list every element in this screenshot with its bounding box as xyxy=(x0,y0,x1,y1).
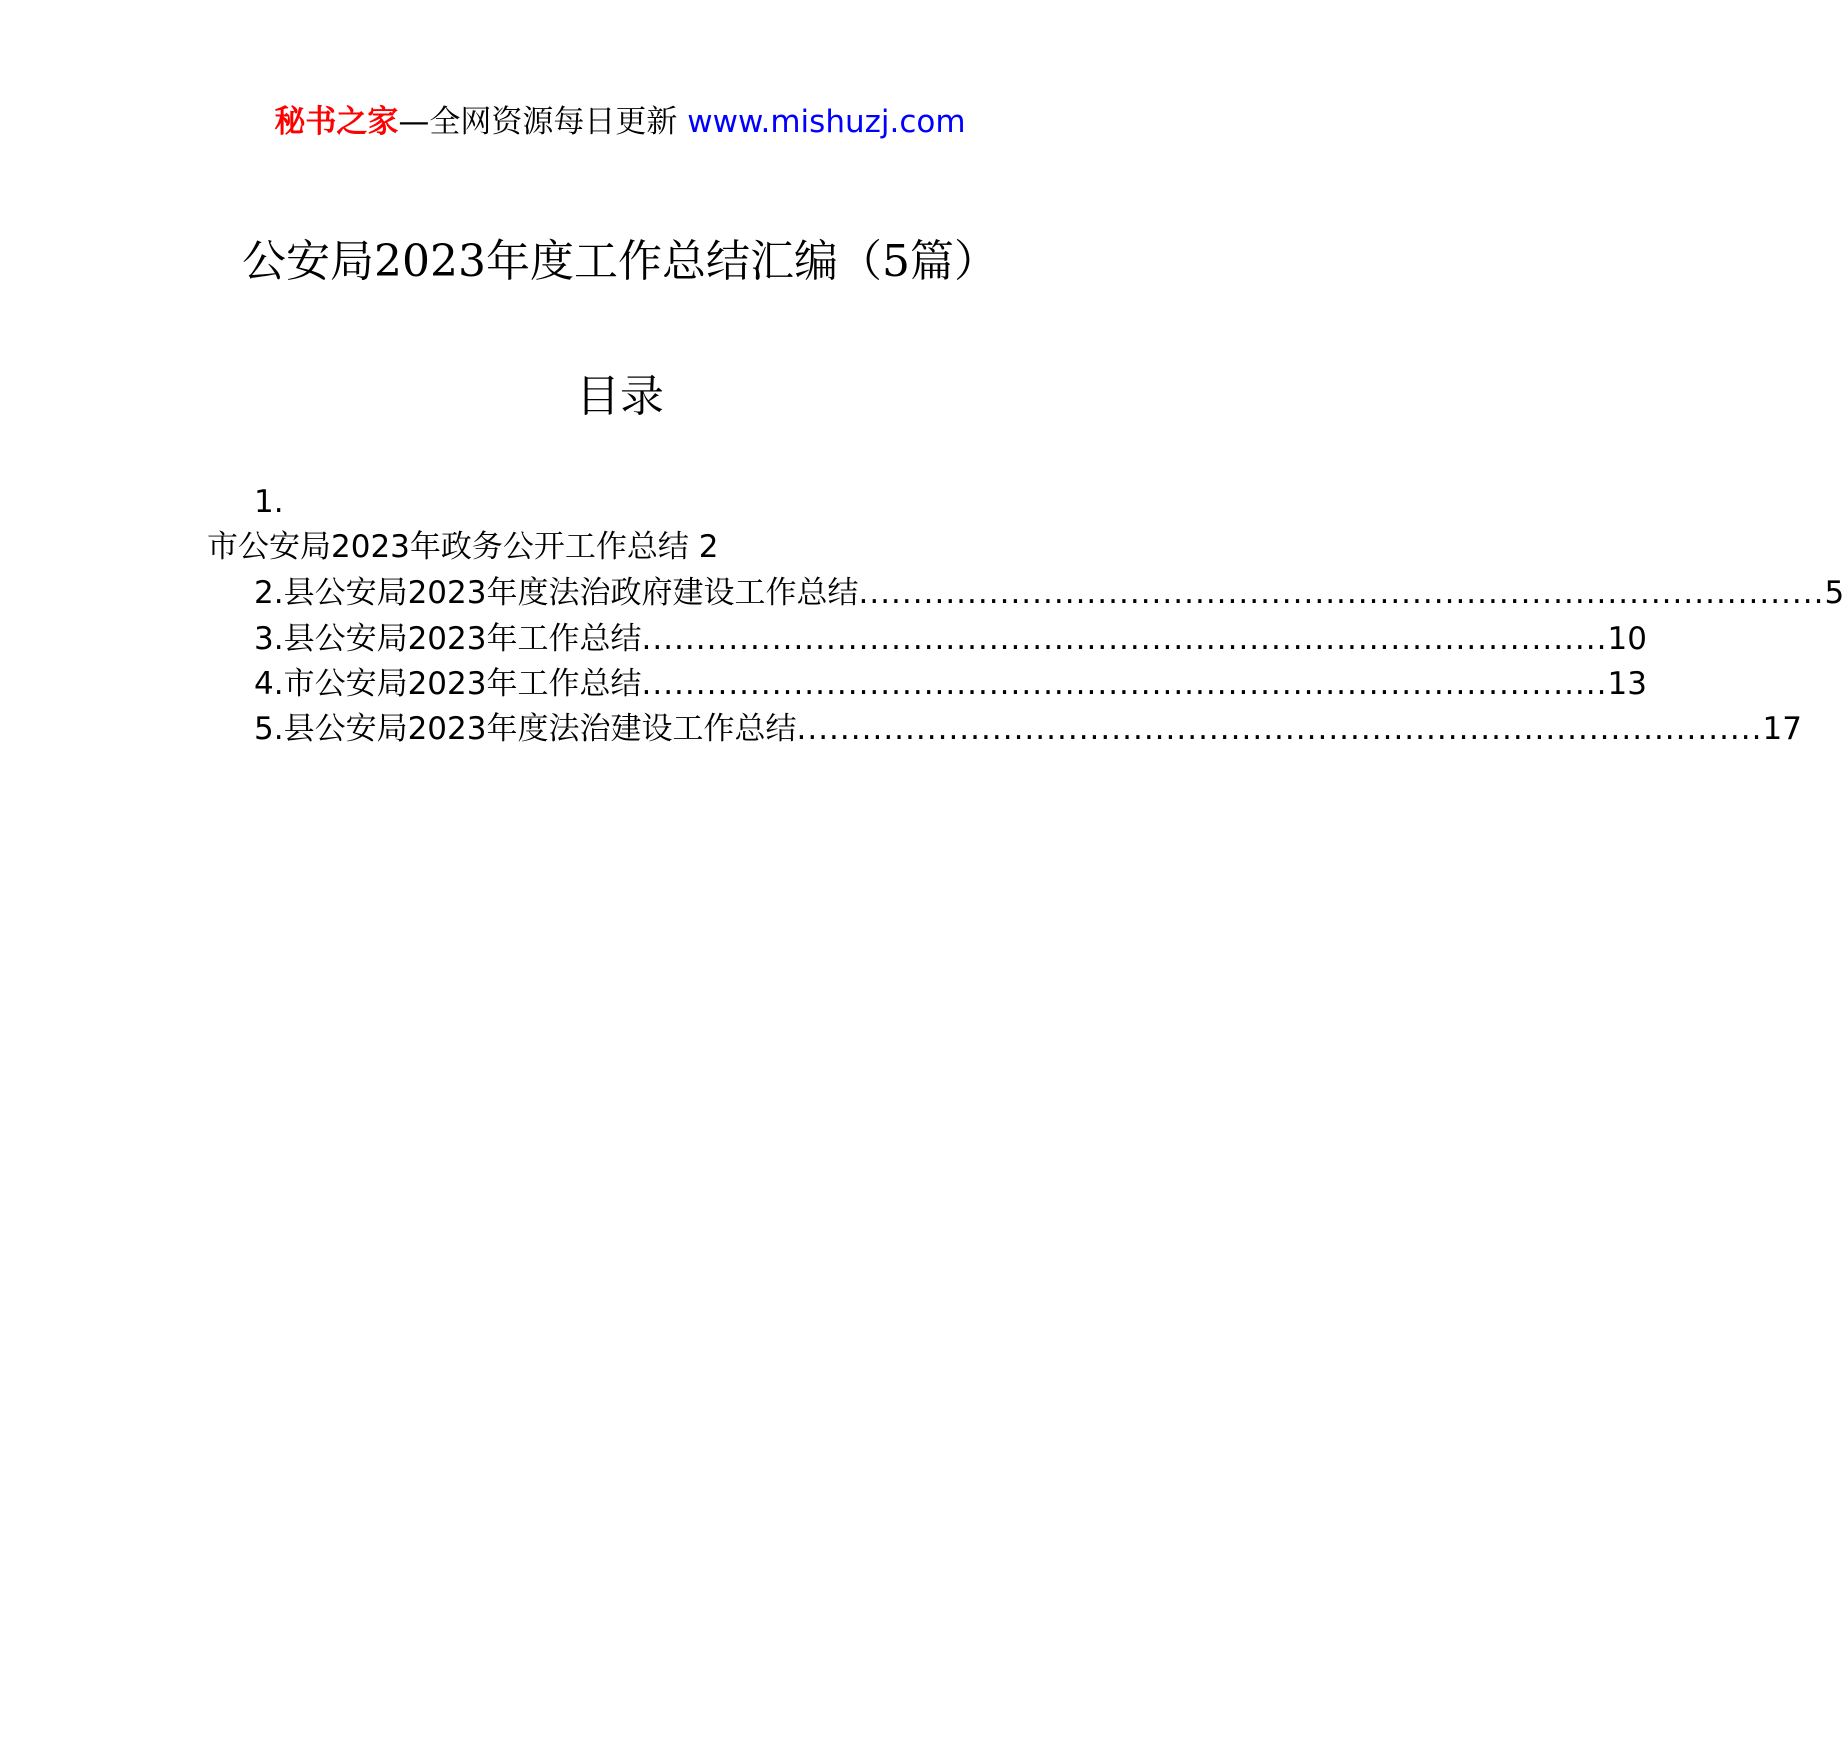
title-count: 5 xyxy=(881,236,910,287)
title-year: 2023 xyxy=(374,236,486,287)
toc-item-3-number: 3. xyxy=(254,621,284,657)
toc-item-4-page: 13 xyxy=(1607,666,1647,702)
site-header xyxy=(0,100,1240,144)
title-middle: 年度工作总结汇编（ xyxy=(485,236,882,287)
toc-item-4[interactable] xyxy=(254,662,1647,706)
toc-leader-dots: ......................................................................................... xyxy=(858,575,1825,611)
toc-item-4-title: 市公安局2023年工作总结 xyxy=(283,666,642,702)
header-tagline: —全网资源每日更新 xyxy=(398,104,678,140)
toc-item-3-title: 县公安局2023年工作总结 xyxy=(283,621,642,657)
toc-item-1-page: 2 xyxy=(698,529,719,565)
toc-item-3[interactable] xyxy=(254,617,1647,661)
toc-heading: 目录 xyxy=(576,371,664,422)
toc-item-1[interactable] xyxy=(207,525,719,569)
title-prefix: 公安局 xyxy=(242,236,374,287)
toc-item-5[interactable] xyxy=(254,707,1802,751)
toc-item-3-page: 10 xyxy=(1607,621,1647,657)
document-title xyxy=(0,230,1240,294)
toc-leader-dots: ......................................................................................... xyxy=(641,621,1608,657)
brand-name: 秘书之家 xyxy=(274,104,399,140)
toc-leader-dots: ......................................................................................... xyxy=(641,666,1608,702)
toc-item-1-title: 市公安局2023年政务公开工作总结 xyxy=(207,529,689,565)
toc-item-5-number: 5. xyxy=(254,711,284,747)
toc-item-5-title: 县公安局2023年度法治建设工作总结 xyxy=(283,711,797,747)
site-url-link[interactable]: www.mishuzj.com xyxy=(687,104,966,140)
toc-item-2-page: 5 xyxy=(1824,575,1844,611)
toc-item-4-number: 4. xyxy=(254,666,284,702)
title-suffix: 篇） xyxy=(909,236,998,287)
toc-item-2[interactable] xyxy=(254,571,1844,615)
toc-item-2-number: 2. xyxy=(254,575,284,611)
toc-item-1-number: 1. xyxy=(254,484,284,520)
toc-item-5-page: 17 xyxy=(1762,711,1802,747)
toc-leader-dots: ......................................................................................... xyxy=(796,711,1763,747)
toc-item-2-title: 县公安局2023年度法治政府建设工作总结 xyxy=(283,575,859,611)
